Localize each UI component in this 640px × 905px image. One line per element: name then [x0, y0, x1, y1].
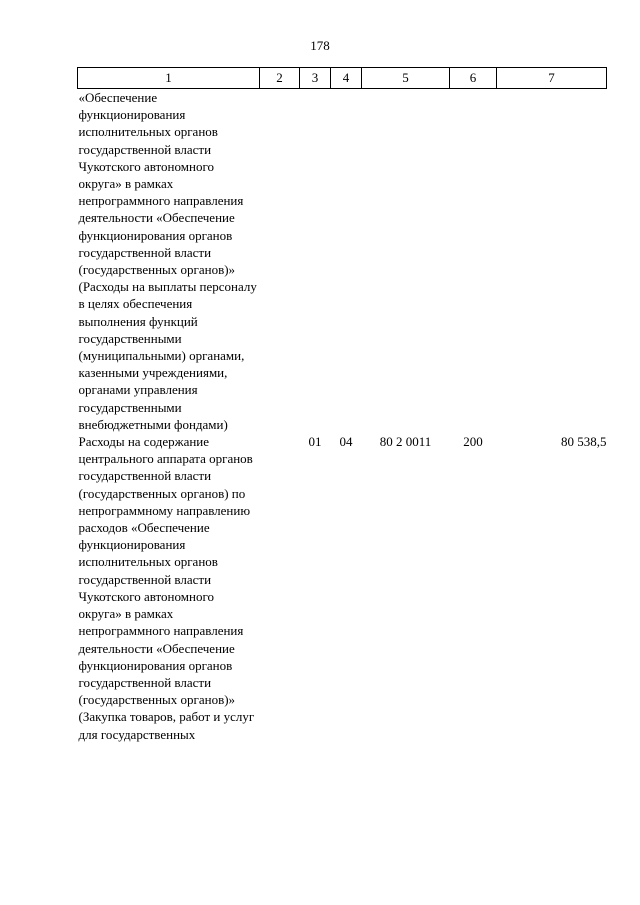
row-col-3: [300, 89, 331, 434]
row-col-5: [362, 89, 450, 434]
row-col-3: 01: [308, 434, 322, 450]
header-col-5: 5: [362, 68, 450, 89]
row-col-5: 80 2 0011: [379, 434, 432, 450]
row-col-6: 200: [463, 434, 483, 450]
header-col-7: 7: [497, 68, 607, 89]
header-col-1: 1: [78, 68, 260, 89]
table-row: [78, 433, 607, 743]
budget-table: [77, 67, 607, 743]
row-col-7: [497, 89, 607, 434]
row-col-2: [260, 89, 300, 434]
row-col-4: 04: [339, 434, 353, 450]
header-col-3: 3: [300, 68, 331, 89]
row-col-4: [331, 89, 362, 434]
row-name: «Обеспечение функционирования исполнительных органов государственной власти Чукотского автономного округа» в рамках непрограммного направления деятельности «Обеспечение функционирования органов государственной власти (государственных органов)» (Расходы на выплаты персоналу в целях обеспечения выполнения функций государственными (муниципальными) органами, казенными учреждениями, органами управления государственными внебюджетными фондами): [78, 90, 257, 432]
header-col-2: 2: [260, 68, 300, 89]
header-col-6: 6: [450, 68, 497, 89]
header-row: [78, 68, 607, 89]
page-number: 178: [310, 38, 330, 53]
row-col-2: [260, 433, 300, 743]
header-col-4: 4: [331, 68, 362, 89]
row-col-7: 80 538,5: [561, 434, 607, 450]
row-name: Расходы на содержание центрального аппарата органов государственной власти (государственных органов) по непрограммному направлению расходов «Обеспечение функционирования исполнительных органов государственной власти Чукотского автономного округа» в рамках непрограммного направления деятельности «Обеспечение функционирования органов государственной власти (государственных органов)» (Закупка товаров, работ и услуг для государственных: [78, 434, 255, 742]
row-col-6: [450, 89, 497, 434]
table-row: [78, 89, 607, 434]
